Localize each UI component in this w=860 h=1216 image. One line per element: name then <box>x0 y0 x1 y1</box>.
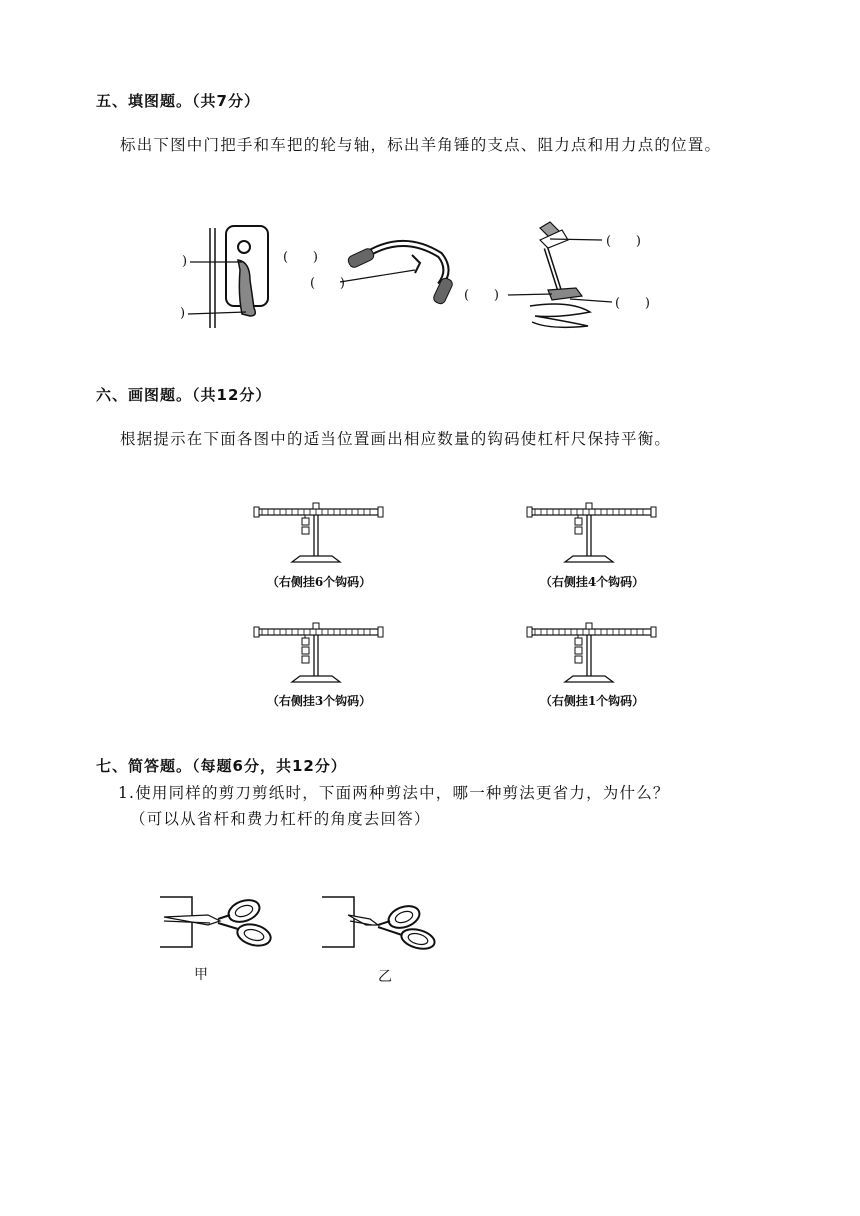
door-handle-figure <box>180 220 300 330</box>
door-blank-1-close: ) <box>182 254 188 269</box>
section5-instruction: 标出下图中门把手和车把的轮与轴，标出羊角锤的支点、阻力点和用力点的位置。 <box>120 136 722 154</box>
lever-caption-1: （右侧挂6个钩码） <box>266 575 372 589</box>
section7-title: 七、简答题。（每题6分，共12分） <box>96 757 347 775</box>
lever-figure-4 <box>527 620 657 690</box>
hammer-blank-2: ( ) <box>464 288 499 303</box>
door-blank-2-close: ) <box>180 306 186 321</box>
scissors-label-b: 乙 <box>378 969 392 985</box>
handlebar-blank-2: ( ) <box>310 276 345 291</box>
section6-instruction: 根据提示在下面各图中的适当位置画出相应数量的钩码使杠杆尺保持平衡。 <box>120 430 672 448</box>
lever-figure-1 <box>254 500 384 570</box>
section6-title: 六、画图题。（共12分） <box>96 386 272 404</box>
handlebar-figure <box>320 225 460 325</box>
hammer-blank-1: ( ) <box>606 234 641 249</box>
lever-caption-3: （右侧挂3个钩码） <box>266 694 372 708</box>
handlebar-blank-1: ( ) <box>283 250 318 265</box>
lever-caption-2: （右侧挂4个钩码） <box>539 575 645 589</box>
section5-title: 五、填图题。（共7分） <box>96 92 260 110</box>
lever-figure-2 <box>527 500 657 570</box>
hammer-blank-3: ( ) <box>615 296 650 311</box>
scissors-figure-b <box>322 895 452 965</box>
question-1-hint: （可以从省杆和费力杠杆的角度去回答） <box>130 810 431 828</box>
question-1: 1.使用同样的剪刀剪纸时，下面两种剪法中，哪一种剪法更省力，为什么？ <box>118 784 670 802</box>
scissors-label-a: 甲 <box>194 967 208 983</box>
lever-caption-4: （右侧挂1个钩码） <box>539 694 645 708</box>
lever-figure-3 <box>254 620 384 690</box>
scissors-figure-a <box>160 895 290 965</box>
